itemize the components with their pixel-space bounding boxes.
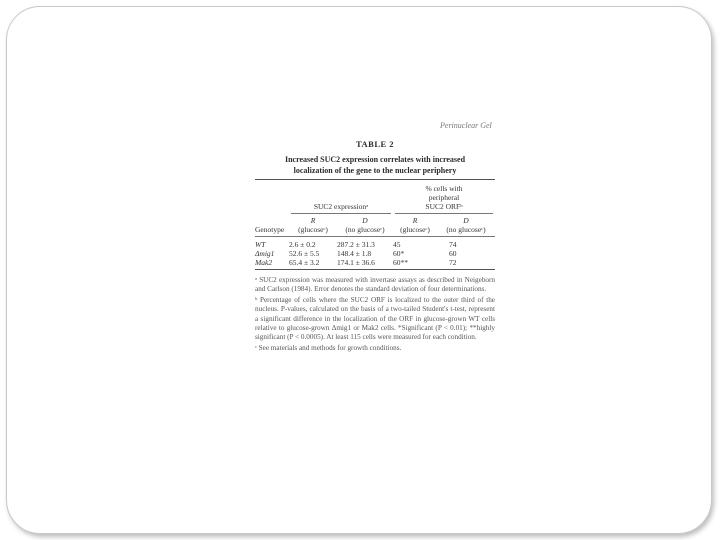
header-row-conditions xyxy=(255,225,495,234)
header-percent-line-1: % cells with xyxy=(425,184,463,193)
header-r2: R xyxy=(412,216,418,225)
table-bottom-rule xyxy=(255,269,495,270)
header-row-group xyxy=(255,180,495,211)
table-label: TABLE 2 xyxy=(355,139,395,149)
header-genotype: Genotype xyxy=(255,225,285,234)
table-footnotes xyxy=(255,276,495,353)
row-expr-r: 65.4 ± 3.2 xyxy=(289,258,320,267)
row-expr-d: 287.2 ± 31.3 xyxy=(337,240,375,249)
row-expr-r: 52.6 ± 5.5 xyxy=(289,249,320,258)
row-pct-d: 60 xyxy=(449,249,457,258)
row-genotype: Mak2 xyxy=(255,258,273,267)
row-expr-d: 174.1 ± 36.6 xyxy=(337,258,375,267)
row-expr-d: 148.4 ± 1.8 xyxy=(337,249,372,258)
row-pct-r: 60* xyxy=(393,249,405,258)
footnote-c: ᶜ See materials and methods for growth conditions. xyxy=(255,343,402,352)
running-head: Perinuclear Gel xyxy=(440,121,492,130)
data-table xyxy=(255,180,495,270)
header-suc2-expression: SUC2 expressionᵃ xyxy=(313,202,369,211)
row-genotype: WT xyxy=(255,240,266,249)
caption-line-2: localization of the gene to the nuclear periphery xyxy=(293,166,457,175)
row-pct-d: 74 xyxy=(449,240,457,249)
row-genotype: Δmig1 xyxy=(255,249,275,258)
header-cond-r2: (glucoseᶜ) xyxy=(400,225,430,234)
header-percent-cells xyxy=(393,180,495,211)
header-cond-d2: (no glucoseᶜ) xyxy=(446,225,486,234)
row-pct-r: 60** xyxy=(393,258,408,267)
row-pct-d: 72 xyxy=(449,258,457,267)
header-row-sub xyxy=(255,214,495,225)
document-page xyxy=(255,118,495,353)
table-row xyxy=(255,237,495,249)
table-caption xyxy=(255,154,495,176)
footnote-a: ᵃ SUC2 expression was measured with invertase assays as described in Neigeborn and Carlson (1984). Error denotes the standard deviation of four determinations. xyxy=(255,276,495,294)
header-percent-line-3: SUC2 ORFᵇ xyxy=(425,202,463,211)
row-expr-r: 2.6 ± 0.2 xyxy=(289,240,316,249)
header-r1: R xyxy=(310,216,316,225)
header-cond-d1: (no glucoseᶜ) xyxy=(345,225,385,234)
header-cond-r1: (glucoseᶜ) xyxy=(298,225,328,234)
header-d2: D xyxy=(463,216,469,225)
table-row xyxy=(255,249,495,258)
header-percent-line-2: peripheral xyxy=(428,193,460,202)
table-row xyxy=(255,258,495,267)
header-d1: D xyxy=(362,216,368,225)
row-pct-r: 45 xyxy=(393,240,401,249)
footnote-b: ᵇ Percentage of cells where the SUC2 ORF is localized to the outer third of the nucleus. P-values, calculated on the basis of a two-tailed Student's t-test, represent a significant difference in the localization of the ORF in glucose-grown WT cells relative to glucose-grown Δmig1 or Mak2 cells. *Significant (P < 0.01); **highly significant (P < 0.0005). At least 115 cells were measured for each condition. xyxy=(255,295,495,342)
caption-line-1: Increased SUC2 expression correlates with increased xyxy=(284,155,466,164)
